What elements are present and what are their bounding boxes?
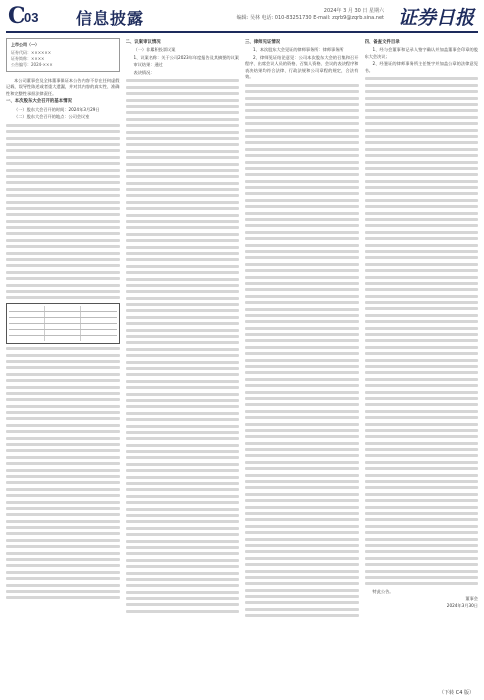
data-table — [6, 303, 120, 344]
masthead-meta — [237, 8, 384, 22]
stock-code-line: 证券代码：×××××× — [11, 50, 52, 55]
notice-number-line: 公告编号：2024-××× — [11, 62, 53, 67]
paragraph: 1、本次股东大会见证的律师事务所：律师事务所 — [253, 47, 344, 53]
paragraph: 本公司董事会及全体董事保证本公告内容不存在任何虚假记载、误导性陈述或者重大遗漏，并对其内容的真实性、准确性和完整性承担法律责任。 — [6, 78, 120, 96]
issue-date: 2024年 3 月 30 日 星期六 — [323, 8, 384, 14]
paragraph: 1、经与会董事和记录人签字确认并加盖董事会印章的股东大会决议； — [364, 47, 478, 59]
body-text-block — [126, 79, 240, 612]
body-text-block — [6, 347, 120, 599]
paragraph: （二）股东大会召开的地点：公司会议室 — [14, 114, 90, 120]
section-logo-letter: C — [8, 3, 26, 29]
paragraph: 表决情况： — [133, 69, 155, 75]
paragraph: 审议结果：通过 — [133, 62, 163, 68]
body-text-block — [6, 124, 120, 300]
section-heading: 四、备查文件目录 — [364, 40, 400, 45]
section-heading: 二、议案审议情况 — [125, 40, 161, 45]
editor-contact: 编辑: 吴林 电话: 010-83251730 E-mail: zqrb9@zqrb.sina.net — [236, 15, 384, 21]
page-number: 03 — [24, 10, 39, 25]
continued-note: （下转 C4 版） — [439, 690, 474, 696]
body-text-block — [245, 84, 359, 617]
column-3 — [245, 38, 359, 692]
paragraph: （一）非累积投票议案 — [133, 47, 176, 53]
section-heading: 三、律师见证情况 — [245, 40, 281, 45]
masthead — [0, 0, 484, 34]
column-2 — [126, 38, 240, 692]
paragraph: 2、经鉴证的律师事务所主任签字并加盖公章的法律意见书。 — [364, 61, 478, 73]
closing-line: 特此公告。 — [372, 588, 394, 594]
newspaper-logo: 证券日报 — [397, 7, 474, 29]
column-1 — [6, 38, 120, 692]
paragraph: （一）股东大会召开的时间：2024年3月29日 — [14, 106, 100, 112]
body-text-block — [365, 77, 479, 585]
stock-code-box — [6, 38, 120, 72]
signature: 董事会 — [465, 596, 478, 602]
column-4 — [365, 38, 479, 692]
paragraph: 1、议案名称：关于公司2023年年度报告及其摘要的议案 — [133, 54, 239, 60]
paragraph: 2、律师见证结论意见：公司本次股东大会的召集和召开程序、出席会议人员的资格、召集人资格、会议的表决程序和表决结果均符合法律、行政法规和公司章程的规定，合法有效。 — [245, 54, 359, 80]
section-title: 信息披露 — [76, 9, 145, 28]
section-heading: 一、本次股东大会召开的基本情况 — [6, 99, 72, 105]
stock-box-title: 上市公司（一） — [11, 42, 39, 47]
stock-name-line: 证券简称：×××× — [11, 56, 45, 61]
masthead-rule — [6, 31, 478, 33]
article-columns — [6, 38, 478, 692]
sign-date: 2024年3月30日 — [446, 603, 478, 609]
